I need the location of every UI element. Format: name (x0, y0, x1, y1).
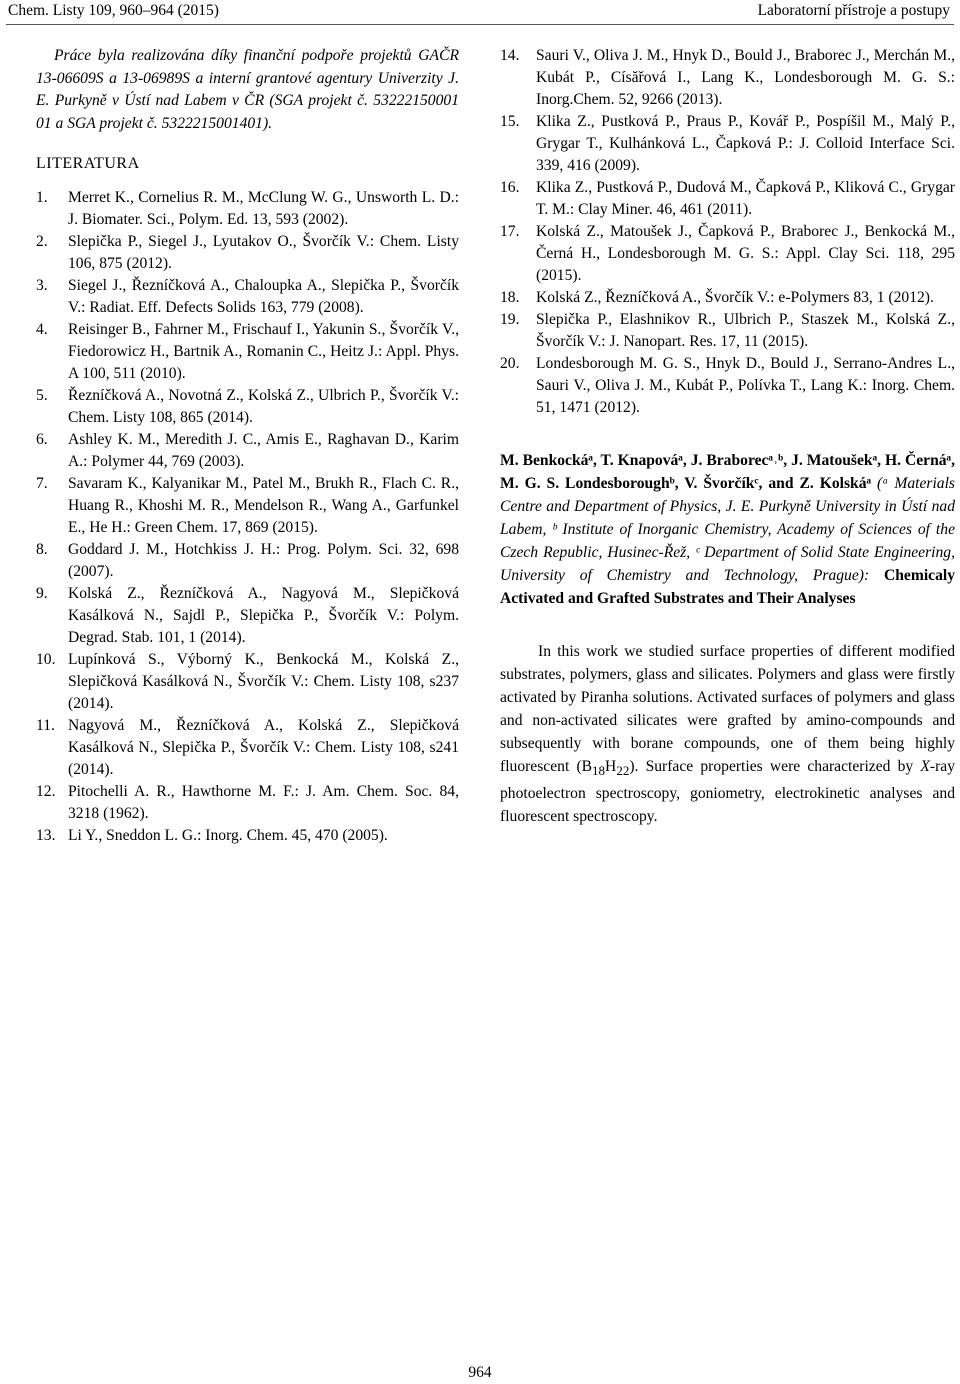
reference-text: Savaram K., Kalyanikar M., Patel M., Brukh R., Flach C. R., Huang R., Khoshi M. R., Mendelson R., Wang A., Garfunkel E., He H.: Green Chem. 17, 869 (2015). (68, 475, 459, 536)
reference-item (500, 221, 955, 287)
section-name: Laboratorní přístroje a postupy (757, 2, 950, 19)
abstract-text-1: In this work we studied surface properties of different modified substrates, polymers, glass and silicates. Polymers and glass were firstly activated by Piranha solutions. Activated surfaces of polymers and glass and non-activated silicates were grafted by amino-compounds and subsequently with borane compounds, one of them being highly fluorescent (B (500, 643, 955, 775)
right-column (500, 45, 955, 828)
abstract-x: X (920, 758, 930, 775)
reference-item (36, 231, 459, 275)
reference-number: 17. (500, 223, 520, 240)
abstract-body (500, 640, 955, 828)
reference-text: Sauri V., Oliva J. M., Hnyk D., Bould J., Braborec J., Merchán M., Kubát P., Císăřová I., Lang K., Londesborough M. G. S.: Inorg.Chem. 52, 9266 (2013). (536, 47, 955, 108)
reference-item (36, 385, 459, 429)
reference-number: 10. (36, 651, 56, 668)
abstract-header (500, 449, 955, 610)
reference-text: Pitochelli A. R., Hawthorne M. F.: J. Am. Chem. Soc. 84, 3218 (1962). (68, 783, 459, 822)
left-column (36, 45, 459, 847)
reference-list-right (500, 45, 955, 419)
reference-item (36, 429, 459, 473)
reference-item (500, 177, 955, 221)
formula-sub-h: 22 (616, 763, 630, 779)
page-number: 964 (468, 1364, 492, 1381)
reference-list-left (36, 187, 459, 847)
reference-item (500, 287, 955, 309)
reference-text: Slepička P., Siegel J., Lyutakov O., Švorčík V.: Chem. Listy 106, 875 (2012). (68, 233, 459, 272)
reference-item (36, 319, 459, 385)
reference-item (500, 353, 955, 419)
reference-item (500, 309, 955, 353)
reference-item (36, 825, 459, 847)
reference-text: Reisinger B., Fahrner M., Frischauf I., Yakunin S., Švorčík V., Fiedorowicz H., Bartnik A., Romanin C., Heitz J.: Appl. Phys. A 100, 511 (2010). (68, 321, 459, 382)
reference-text: Siegel J., Řezníčková A., Chaloupka A., Slepička P., Švorčík V.: Radiat. Eff. Defects Solids 163, 779 (2008). (68, 277, 459, 316)
abstract-title: Chemicaly Activated and Grafted Substrates and Their Analyses (500, 567, 955, 607)
reference-number: 18. (500, 289, 520, 306)
reference-item (36, 583, 459, 649)
reference-number: 11. (36, 717, 55, 734)
reference-item (500, 111, 955, 177)
reference-text: Kolská Z., Matoušek J., Čapková P., Braborec J., Benkocká M., Černá H., Londesborough M. G. S.: Appl. Clay Sci. 118, 295 (2015). (536, 223, 955, 284)
reference-number: 7. (36, 475, 48, 492)
reference-text: Li Y., Sneddon L. G.: Inorg. Chem. 45, 470 (2005). (68, 827, 388, 844)
reference-item (36, 781, 459, 825)
reference-text: Řezníčková A., Novotná Z., Kolská Z., Ulbrich P., Švorčík V.: Chem. Listy 108, 865 (2014). (68, 387, 459, 426)
header-rule (6, 24, 954, 25)
reference-number: 14. (500, 47, 520, 64)
formula-sub-b: 18 (592, 763, 606, 779)
reference-text: Lupínková S., Výborný K., Benkocká M., Kolská Z., Slepičková Kasálková N., Švorčík V.: Chem. Listy 108, s237 (2014). (68, 651, 459, 712)
abstract-text-2: ). Surface properties were characterized by (629, 758, 921, 775)
reference-text: Klika Z., Pustková P., Dudová M., Čapková P., Kliková C., Grygar T. M.: Clay Miner. 46, 461 (2011). (536, 179, 955, 218)
reference-text: Kolská Z., Řezníčková A., Nagyová M., Slepičková Kasálková N., Sajdl P., Slepička P., Švorčík V.: Polym. Degrad. Stab. 101, 1 (2014). (68, 585, 459, 646)
reference-number: 15. (500, 113, 520, 130)
reference-text: Klika Z., Pustková P., Praus P., Kovář P., Pospíšil M., Malý P., Grygar T., Kulhánková L., Čapková P.: J. Colloid Interface Sci. 339, 416 (2009). (536, 113, 955, 174)
reference-text: Goddard J. M., Hotchkiss J. H.: Prog. Polym. Sci. 32, 698 (2007). (68, 541, 459, 580)
reference-number: 9. (36, 585, 48, 602)
reference-text: Londesborough M. G. S., Hnyk D., Bould J., Serrano-Andres L., Sauri V., Oliva J. M., Kubát P., Polívka T., Lang K.: Inorg. Chem. 51, 1471 (2012). (536, 355, 955, 416)
reference-item (36, 539, 459, 583)
reference-item (36, 275, 459, 319)
reference-number: 2. (36, 233, 48, 250)
reference-item (36, 715, 459, 781)
reference-number: 12. (36, 783, 56, 800)
reference-number: 8. (36, 541, 48, 558)
literature-heading: LITERATURA (36, 155, 140, 172)
reference-number: 20. (500, 355, 520, 372)
reference-number: 3. (36, 277, 48, 294)
reference-number: 6. (36, 431, 48, 448)
reference-number: 19. (500, 311, 520, 328)
reference-number: 13. (36, 827, 56, 844)
reference-number: 16. (500, 179, 520, 196)
reference-text: Kolská Z., Řezníčková A., Švorčík V.: e-Polymers 83, 1 (2012). (536, 289, 934, 306)
reference-item (36, 187, 459, 231)
abstract-affiliations: (ᵃ Materials Centre and Department of Physics, J. E. Purkyně University in Ústí nad Labem, ᵇ Institute of Inorganic Chemistry, Academy of Sciences of the Czech Republic, Husinec-Řež, ᶜ Department of Solid State Engineering, University of Chemistry and Technology, Prague): (500, 475, 955, 584)
reference-text: Ashley K. M., Meredith J. C., Amis E., Raghavan D., Karim A.: Polymer 44, 769 (2003). (68, 431, 459, 470)
page-header (0, 0, 960, 26)
abstract-authors: M. Benkockáᵃ, T. Knapováᵃ, J. Braborecᵃ˒ᵇ, J. Matoušekᵃ, H. Černáᵃ, M. G. S. Londesboroughᵇ, V. Švorčíkᶜ, and Z. Kolskáᵃ (500, 452, 955, 492)
abstract-text-3: -ray photoelectron spectroscopy, goniometry, electrokinetic analyses and fluorescent spectroscopy. (500, 758, 956, 826)
reference-item (36, 473, 459, 539)
reference-text: Nagyová M., Řezníčková A., Kolská Z., Slepičková Kasálková N., Slepička P., Švorčík V.: Chem. Listy 108, s241 (2014). (68, 717, 459, 778)
reference-number: 5. (36, 387, 48, 404)
reference-text: Slepička P., Elashnikov R., Ulbrich P., Staszek M., Kolská Z., Švorčík V.: J. Nanopart. Res. 17, 11 (2015). (536, 311, 955, 350)
journal-citation: Chem. Listy 109, 960–964 (2015) (8, 2, 219, 19)
acknowledgement: Práce byla realizována díky finanční podpoře projektů GAČR 13-06609S a 13-06989S a interní grantové agentury Univerzity J. E. Purkyně v Ústí nad Labem v ČR (SGA projekt č. 53222150001 01 a SGA projekt č. 5322215001401). (36, 47, 459, 132)
reference-item (36, 649, 459, 715)
reference-number: 1. (36, 189, 48, 206)
reference-item (500, 45, 955, 111)
reference-text: Merret K., Cornelius R. M., McClung W. G., Unsworth L. D.: J. Biomater. Sci., Polym. Ed. 13, 593 (2002). (68, 189, 459, 228)
formula-h: H (605, 758, 617, 775)
reference-number: 4. (36, 321, 48, 338)
